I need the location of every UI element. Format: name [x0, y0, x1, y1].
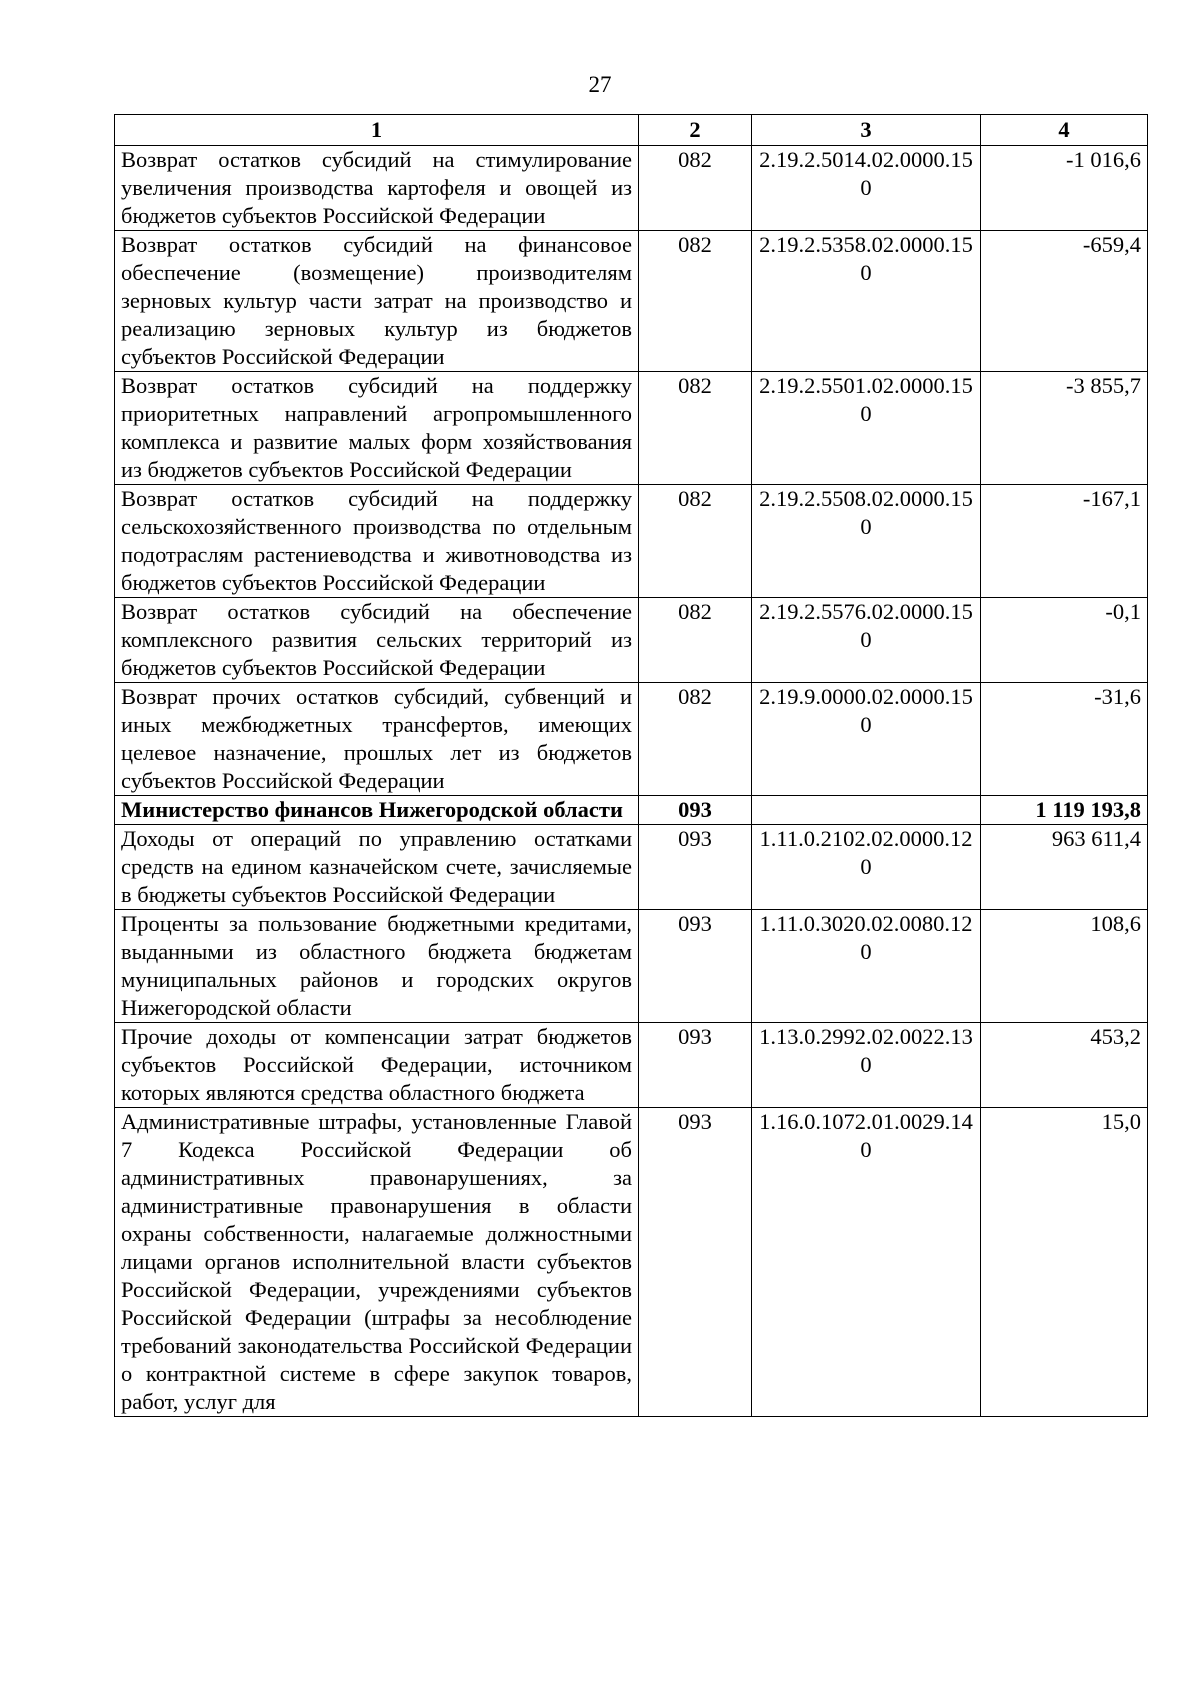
table-row: [115, 146, 1148, 231]
table-body: [115, 146, 1148, 1417]
row-description: Возврат остатков субсидий на стимулирование увеличения производства картофеля и овощей из бюджетов субъектов Российской Федерации: [115, 146, 639, 231]
page-number: 27: [588, 72, 612, 97]
row-amount: -31,6: [981, 683, 1148, 796]
row-kbk-code: 2.19.2.5576.02.0000.150: [752, 598, 981, 683]
row-amount: 108,6: [981, 910, 1148, 1023]
row-description: Возврат остатков субсидий на финансовое обеспечение (возмещение) производителям зерновых культур части затрат на производство и реализацию зерновых культур из бюджетов субъектов Российской Федерации: [115, 231, 639, 372]
table-row: [115, 1023, 1148, 1108]
row-admin-code: 093: [639, 825, 752, 910]
row-admin-code: 093: [639, 1108, 752, 1417]
row-description: Проценты за пользование бюджетными кредитами, выданными из областного бюджета бюджетам муниципальных районов и городских округов Нижегородской области: [115, 910, 639, 1023]
row-description: Возврат прочих остатков субсидий, субвенций и иных межбюджетных трансфертов, имеющих целевое назначение, прошлых лет из бюджетов субъектов Российской Федерации: [115, 683, 639, 796]
row-amount: -1 016,6: [981, 146, 1148, 231]
row-kbk-code: 1.13.0.2992.02.0022.130: [752, 1023, 981, 1108]
column-header-2: 2: [639, 115, 752, 146]
row-admin-code: 093: [639, 910, 752, 1023]
table-row: [115, 231, 1148, 372]
row-amount: 15,0: [981, 1108, 1148, 1417]
row-description: Министерство финансов Нижегородской области: [115, 796, 639, 825]
column-header-3: 3: [752, 115, 981, 146]
row-description: Прочие доходы от компенсации затрат бюджетов субъектов Российской Федерации, источником которых являются средства областного бюджета: [115, 1023, 639, 1108]
row-description: Административные штрафы, установленные Главой 7 Кодекса Российской Федерации об административных правонарушениях, за административные правонарушения в области охраны собственности, налагаемые должностными лицами органов исполнительной власти субъектов Российской Федерации, учреждениями субъектов Российской Федерации (штрафы за несоблюдение требований законодательства Российской Федерации о контрактной системе в сфере закупок товаров, работ, услуг для: [115, 1108, 639, 1417]
row-description: Возврат остатков субсидий на поддержку сельскохозяйственного производства по отдельным подотраслям растениеводства и животноводства из бюджетов субъектов Российской Федерации: [115, 485, 639, 598]
row-description: Доходы от операций по управлению остатками средств на едином казначейском счете, зачисляемые в бюджеты субъектов Российской Федерации: [115, 825, 639, 910]
row-kbk-code: 1.11.0.3020.02.0080.120: [752, 910, 981, 1023]
table-row: [115, 910, 1148, 1023]
table-row: [115, 1108, 1148, 1417]
row-kbk-code: 2.19.2.5358.02.0000.150: [752, 231, 981, 372]
table-row: [115, 372, 1148, 485]
row-admin-code: 082: [639, 372, 752, 485]
row-kbk-code: 2.19.2.5501.02.0000.150: [752, 372, 981, 485]
table-row: [115, 598, 1148, 683]
budget-table: [114, 114, 1148, 1417]
table-row: [115, 796, 1148, 825]
table-row: [115, 825, 1148, 910]
row-amount: 453,2: [981, 1023, 1148, 1108]
row-amount: -0,1: [981, 598, 1148, 683]
table-row: [115, 683, 1148, 796]
column-header-4: 4: [981, 115, 1148, 146]
row-amount: -167,1: [981, 485, 1148, 598]
column-header-1: 1: [115, 115, 639, 146]
row-amount: -659,4: [981, 231, 1148, 372]
row-kbk-code: 2.19.9.0000.02.0000.150: [752, 683, 981, 796]
row-admin-code: 082: [639, 683, 752, 796]
row-admin-code: 093: [639, 796, 752, 825]
row-admin-code: 082: [639, 231, 752, 372]
row-admin-code: 082: [639, 146, 752, 231]
row-description: Возврат остатков субсидий на поддержку приоритетных направлений агропромышленного комплекса и развитие малых форм хозяйствования из бюджетов субъектов Российской Федерации: [115, 372, 639, 485]
table-header-row: [115, 115, 1148, 146]
row-amount: 963 611,4: [981, 825, 1148, 910]
row-kbk-code: [752, 796, 981, 825]
row-amount: -3 855,7: [981, 372, 1148, 485]
row-kbk-code: 1.16.0.1072.01.0029.140: [752, 1108, 981, 1417]
row-admin-code: 082: [639, 485, 752, 598]
row-description: Возврат остатков субсидий на обеспечение комплексного развития сельских территорий из бюджетов субъектов Российской Федерации: [115, 598, 639, 683]
row-amount: 1 119 193,8: [981, 796, 1148, 825]
table-row: [115, 485, 1148, 598]
row-kbk-code: 2.19.2.5014.02.0000.150: [752, 146, 981, 231]
row-kbk-code: 1.11.0.2102.02.0000.120: [752, 825, 981, 910]
row-admin-code: 093: [639, 1023, 752, 1108]
row-kbk-code: 2.19.2.5508.02.0000.150: [752, 485, 981, 598]
row-admin-code: 082: [639, 598, 752, 683]
